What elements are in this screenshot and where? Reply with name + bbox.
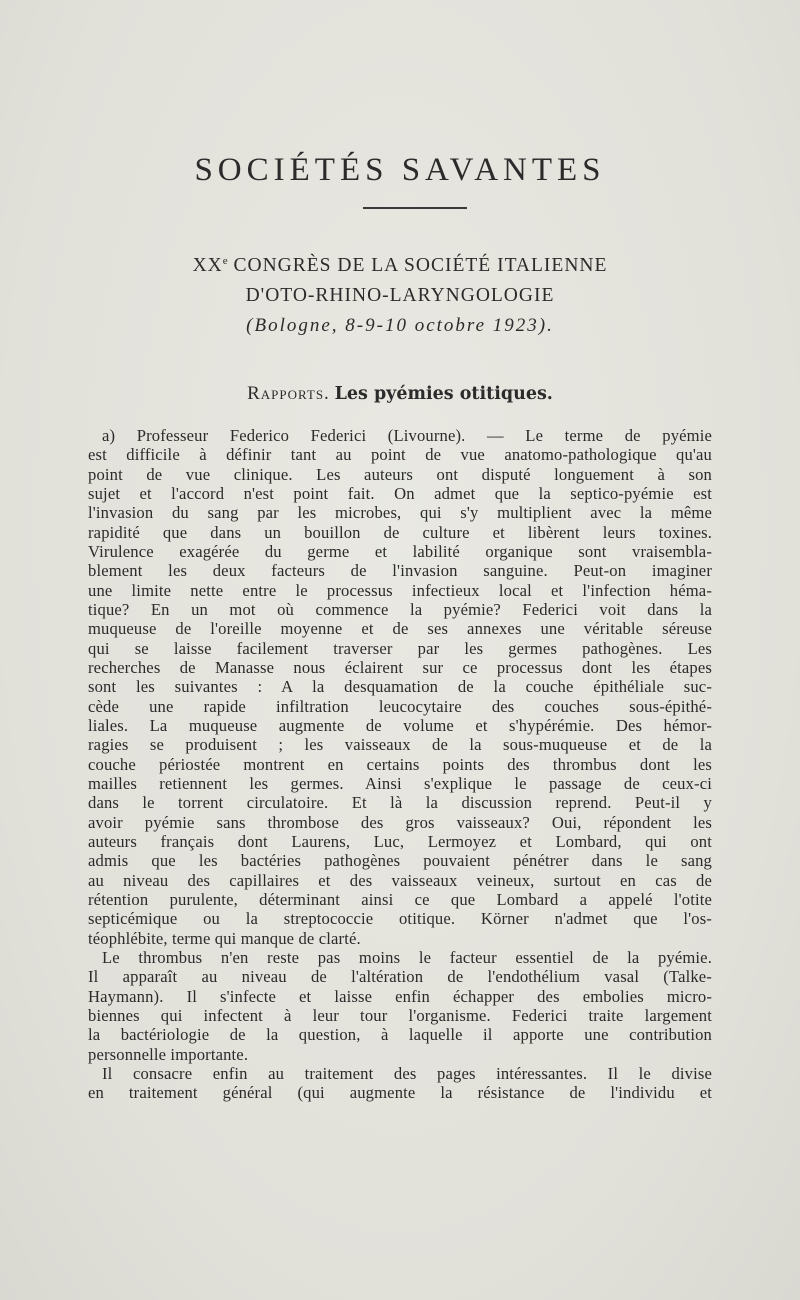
body-line: a) Professeur Federico Federici (Livourne). — Le terme de pyémie bbox=[102, 426, 712, 445]
body-line: dans le torrent circulatoire. Et là la discussion reprend. Peut-il y bbox=[88, 793, 712, 813]
body-line: Le thrombus n'en reste pas moins le facteur essentiel de la pyémie. bbox=[102, 947, 712, 967]
body-line: couche périostée montrent en certains points des thrombus dont les bbox=[88, 754, 712, 774]
title-divider bbox=[363, 207, 467, 209]
rapports-label: Rapports. bbox=[247, 383, 330, 404]
body-line: admis que les bactéries pathogènes pouvaient pénétrer dans le sang bbox=[88, 851, 712, 871]
body-line: Il apparaît au niveau de l'altération de l'endothélium vasal (Talke- bbox=[88, 967, 712, 987]
body-line: blement les deux facteurs de l'invasion sanguine. Peut-on imaginer bbox=[88, 561, 712, 581]
body-line: biennes qui infectent à leur tour l'organisme. Federici traite largement bbox=[88, 1005, 712, 1025]
body-line: personnelle importante. bbox=[88, 1044, 249, 1064]
congress-number: XX bbox=[192, 255, 223, 276]
body-line: muqueuse de l'oreille moyenne et de ses annexes une véritable séreuse bbox=[88, 619, 712, 639]
body-line: septicémique ou la streptococcie otitique. Körner n'admet que l'os- bbox=[88, 909, 712, 929]
body-line: au niveau des capillaires et des vaisseaux veineux, surtout en cas de bbox=[88, 870, 712, 890]
body-line: une limite nette entre le processus infectieux local et l'infection héma- bbox=[88, 580, 712, 600]
body-line: Virulence exagérée du germe et labilité organique sont vraisembla- bbox=[88, 541, 712, 561]
congress-number-superscript: e bbox=[222, 255, 228, 267]
rapports-heading bbox=[0, 383, 800, 405]
body-line: rapidité que dans un bouillon de culture et libèrent leurs toxines. bbox=[88, 522, 712, 542]
rapports-title: Les pyémies otitiques. bbox=[334, 384, 553, 404]
body-line: avoir pyémie sans thrombose des gros vaisseaux? Oui, répondent les bbox=[88, 812, 712, 832]
body-line: en traitement général (qui augmente la résistance de l'individu et bbox=[88, 1083, 712, 1103]
body-line: la bactériologie de la question, à laquelle il apporte une contribution bbox=[88, 1025, 712, 1045]
body-line: est difficile à définir tant au point de vue anatomo-pathologique qu'au bbox=[88, 445, 712, 465]
body-line: Haymann). Il s'infecte et laisse enfin échapper des embolies micro- bbox=[88, 986, 712, 1006]
body-line: tique? En un mot où commence la pyémie? Federici voit dans la bbox=[88, 599, 712, 619]
section-title: SOCIÉTÉS SAVANTES bbox=[194, 152, 606, 188]
body-line: sujet et l'accord n'est point fait. On admet que la septico-pyémie est bbox=[88, 483, 712, 503]
body-line: téophlébite, terme qui manque de clarté. bbox=[88, 928, 361, 948]
body-line: point de vue clinique. Les auteurs ont disputé longuement à son bbox=[88, 464, 712, 484]
body-line: liales. La muqueuse augmente de volume et s'hypérémie. Des hémor- bbox=[88, 715, 712, 735]
body-line: ragies se produisent ; les vaisseaux de la sous-muqueuse et de la bbox=[88, 735, 712, 755]
congress-dateline: (Bologne, 8-9-10 octobre 1923). bbox=[246, 315, 554, 336]
body-line: cède une rapide infiltration leucocytaire des couches sous-épithé- bbox=[88, 696, 712, 716]
body-line: l'invasion du sang par les microbes, qui s'y multiplient avec la même bbox=[88, 503, 712, 523]
body-line: Il consacre enfin au traitement des pages intéressantes. Il le divise bbox=[102, 1063, 712, 1083]
body-line: rétention purulente, déterminant ainsi ce que Lombard a appelé l'otite bbox=[88, 889, 712, 909]
body-line: mailles retiennent les germes. Ainsi s'explique le passage de ceux-ci bbox=[88, 773, 712, 793]
congress-heading-line-1 bbox=[0, 255, 800, 277]
congress-heading-rest: CONGRÈS DE LA SOCIÉTÉ ITALIENNE bbox=[227, 255, 608, 276]
report-body bbox=[88, 426, 712, 1102]
body-line: qui se laisse facilement traverser par les germes pathogènes. Les bbox=[88, 638, 712, 658]
body-line: sont les suivantes : A la desquamation de la couche épithéliale suc- bbox=[88, 677, 712, 697]
body-line: recherches de Manasse nous éclairent sur ce processus dont les étapes bbox=[88, 657, 712, 677]
congress-heading-line-2: D'OTO-RHINO-LARYNGOLOGIE bbox=[245, 285, 555, 306]
body-line: auteurs français dont Laurens, Luc, Lermoyez et Lombard, qui ont bbox=[88, 831, 712, 851]
